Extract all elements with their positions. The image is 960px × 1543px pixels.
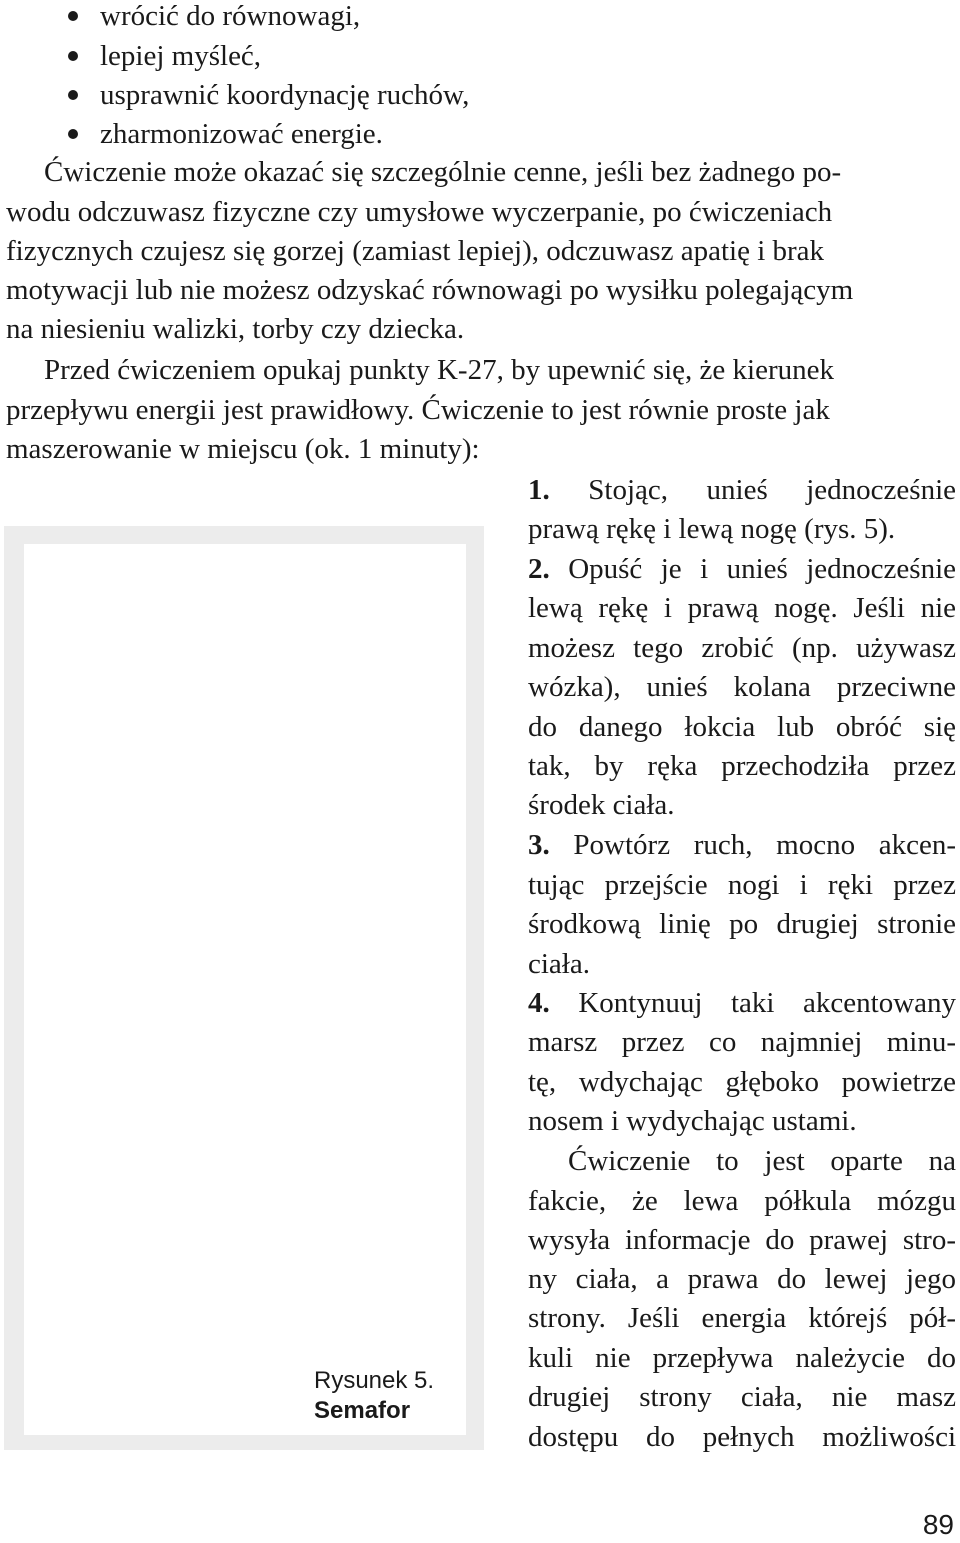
step-2-line: możesz tego zrobić (np. używasz <box>528 632 956 664</box>
paragraph-line: wysyła informacje do prawej stro- <box>528 1224 956 1256</box>
step-number: 1. <box>528 474 550 506</box>
figure-image-area <box>24 544 466 1435</box>
bullet-item: wrócić do równowagi, <box>100 0 361 32</box>
step-4-line: tę, wdychając głęboko powietrze <box>528 1066 956 1098</box>
paragraph-line: kuli nie przepływa należycie do <box>528 1342 956 1374</box>
step-3-line: ciała. <box>528 948 590 980</box>
bullet-dot <box>68 11 78 21</box>
figure-caption-label: Rysunek 5. <box>314 1367 435 1394</box>
paragraph-line: maszerowanie w miejscu (ok. 1 minuty): <box>6 433 480 465</box>
step-2-line: tak, by ręka przechodziła przez <box>528 750 956 782</box>
step-3-line: tując przejście nogi i ręki przez <box>528 869 956 901</box>
bullet-dot <box>68 90 78 100</box>
step-text: Kontynuuj taki akcentowany <box>578 987 957 1019</box>
step-2-line: wózka), unieś kolana przeciwne <box>528 671 956 703</box>
step-2-line <box>528 549 956 589</box>
paragraph-line: fakcie, że lewa półkula mózgu <box>528 1185 956 1217</box>
paragraph-line: Ćwiczenie może okazać się szczególnie cenne, jeśli bez żadnego po- <box>44 156 842 188</box>
step-number: 4. <box>528 987 550 1019</box>
bullet-dot <box>68 51 78 61</box>
paragraph-line: wodu odczuwasz fizyczne czy umysłowe wyczerpanie, po ćwiczeniach <box>6 196 833 228</box>
paragraph-line: na niesieniu walizki, torby czy dziecka. <box>6 313 465 345</box>
step-4-line: marsz przez co najmniej minu- <box>528 1026 956 1058</box>
paragraph-line: Przed ćwiczeniem opukaj punkty K-27, by upewnić się, że kierunek <box>44 354 834 386</box>
paragraph-line: dostępu do pełnych możliwości <box>528 1421 956 1453</box>
step-4-line: nosem i wydychając ustami. <box>528 1105 857 1137</box>
step-text: Opuść je i unieś jednocześnie <box>568 553 956 585</box>
figure-caption <box>314 1366 434 1426</box>
paragraph-line: drugiej strony ciała, nie masz <box>528 1381 956 1413</box>
step-1-line: prawą rękę i lewą nogę (rys. 5). <box>528 513 896 545</box>
page-number: 89 <box>922 1509 954 1540</box>
bullet-item: zharmonizować energie. <box>100 118 383 150</box>
paragraph-line: motywacji lub nie możesz odzyskać równowagi po wysiłku polegającym <box>6 274 854 306</box>
paragraph-line: strony. Jeśli energia którejś pół- <box>528 1302 956 1334</box>
paragraph-line: przepływu energii jest prawidłowy. Ćwiczenie to jest równie proste jak <box>6 394 830 426</box>
step-2-line: lewą rękę i prawą nogę. Jeśli nie <box>528 592 956 624</box>
bullet-dot <box>68 129 78 139</box>
paragraph-line: fizycznych czujesz się gorzej (zamiast lepiej), odczuwasz apatię i brak <box>6 235 825 267</box>
paragraph-line: Ćwiczenie to jest oparte na <box>568 1145 956 1177</box>
step-3-line <box>528 825 956 865</box>
step-2-line: do danego łokcia lub obróć się <box>528 711 956 743</box>
step-3-line: środkową linię po drugiej stronie <box>528 908 956 940</box>
figure-caption-title: Semafor <box>314 1397 411 1424</box>
step-text: Stojąc, unieś jednocześnie <box>588 474 956 506</box>
bullet-item: usprawnić koordynację ruchów, <box>100 79 470 111</box>
step-4-line <box>528 983 956 1023</box>
bullet-item: lepiej myśleć, <box>100 40 262 72</box>
step-2-line: środek ciała. <box>528 789 675 821</box>
step-number: 3. <box>528 829 550 861</box>
figure-frame <box>4 526 484 1450</box>
step-text: Powtórz ruch, mocno akcen- <box>573 829 956 861</box>
step-1-line <box>528 470 956 510</box>
paragraph-line: ny ciała, a prawa do lewej jego <box>528 1263 956 1295</box>
step-number: 2. <box>528 553 550 585</box>
